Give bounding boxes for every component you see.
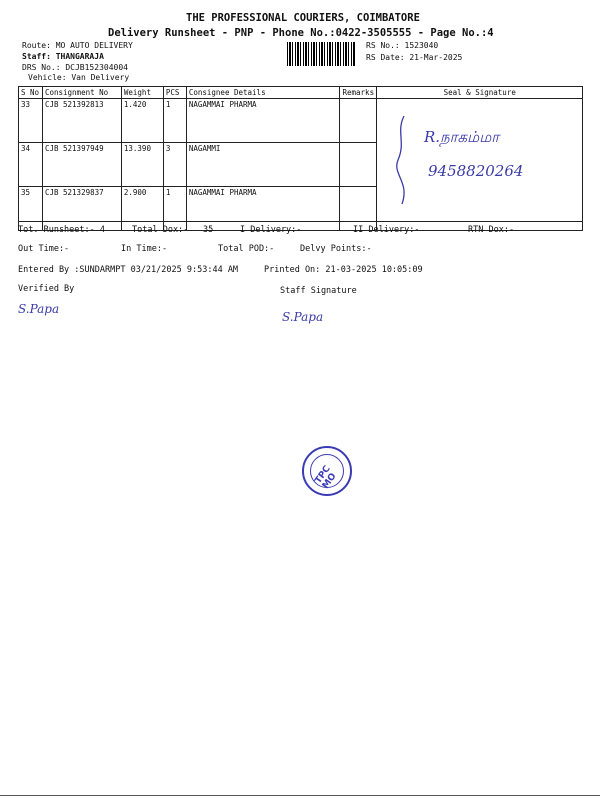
col-header-remarks: Remarks [340,87,377,99]
col-header-seal: Seal & Signature [377,87,583,99]
verified-signature: S.Papa [18,302,60,316]
cell-remarks [340,99,377,143]
total-dox-value: 35 [203,225,214,235]
entered-by: Entered By :SUNDARMPT 03/21/2025 9:53:44 AM [18,265,239,275]
company-title: THE PROFESSIONAL COURIERS, COIMBATORE [186,12,420,24]
cell-remarks [340,187,377,231]
handwritten-phone: 9458820264 [428,162,524,180]
handwritten-name: R.நாகம்மா [424,128,500,146]
rtn-dox-label: RTN Dox:- [468,225,515,235]
col-header-consignee: Consignee Details [186,87,340,99]
runsheet-table [18,86,583,231]
cell-remarks [340,143,377,187]
cell-sno: 33 [19,99,43,143]
cell-sno: 34 [19,143,43,187]
staff-signature-label: Staff Signature [280,286,357,296]
out-time-label: Out Time:- [18,244,70,254]
cell-consignee: NAGAMMAI PHARMA [186,99,340,143]
staff-signature: S.Papa [282,310,324,324]
tpc-stamp [302,446,352,496]
table-header-row [19,87,583,99]
brace-scribble [390,112,420,212]
cell-consignee: NAGAMMI [186,143,340,187]
cell-weight: 13.390 [121,143,163,187]
verified-by-label: Verified By [18,284,75,294]
col-header-consignment: Consignment No [42,87,121,99]
in-time-label: In Time:- [121,244,168,254]
ii-delivery-label: II Delivery:- [353,225,420,235]
col-header-pcs: PCS [163,87,186,99]
rs-date-label: RS Date: 21-Mar-2025 [366,53,463,62]
route-label: Route: MO AUTO DELIVERY [22,41,133,50]
cell-weight: 1.420 [121,99,163,143]
cell-consignment: CJB 521392813 [42,99,121,143]
stamp-text: TPC MO [313,464,339,491]
cell-consignment: CJB 521397949 [42,143,121,187]
runsheet-title: Delivery Runsheet - PNP - Phone No.:0422-3505555 - Page No.:4 [108,27,494,39]
delvy-points-label: Delvy Points:- [300,244,372,254]
i-delivery-label: I Delivery:- [240,225,302,235]
cell-weight: 2.900 [121,187,163,231]
cell-pcs: 3 [163,143,186,187]
total-dox-label: Total Dox:- [132,225,189,235]
cell-pcs: 1 [163,187,186,231]
cell-pcs: 1 [163,99,186,143]
col-header-sno: S No [19,87,43,99]
cell-consignee: NAGAMMAI PHARMA [186,187,340,231]
tot-runsheet: Tot. Runsheet:- 4 [18,225,105,235]
vehicle-label: Vehicle: Van Delivery [28,73,130,82]
cell-sno: 35 [19,187,43,231]
page-bottom-edge [0,795,600,796]
rs-no-label: RS No.: 1523040 [366,41,439,50]
staff-label: Staff: THANGARAJA [22,52,104,61]
drs-label: DRS No.: DCJB152304004 [22,63,128,72]
table-bottom-divider [18,221,583,222]
barcode [287,42,355,66]
cell-consignment: CJB 521329837 [42,187,121,231]
col-header-weight: Weight [121,87,163,99]
printed-on: Printed On: 21-03-2025 10:05:09 [264,265,423,275]
total-pod-label: Total POD:- [218,244,275,254]
